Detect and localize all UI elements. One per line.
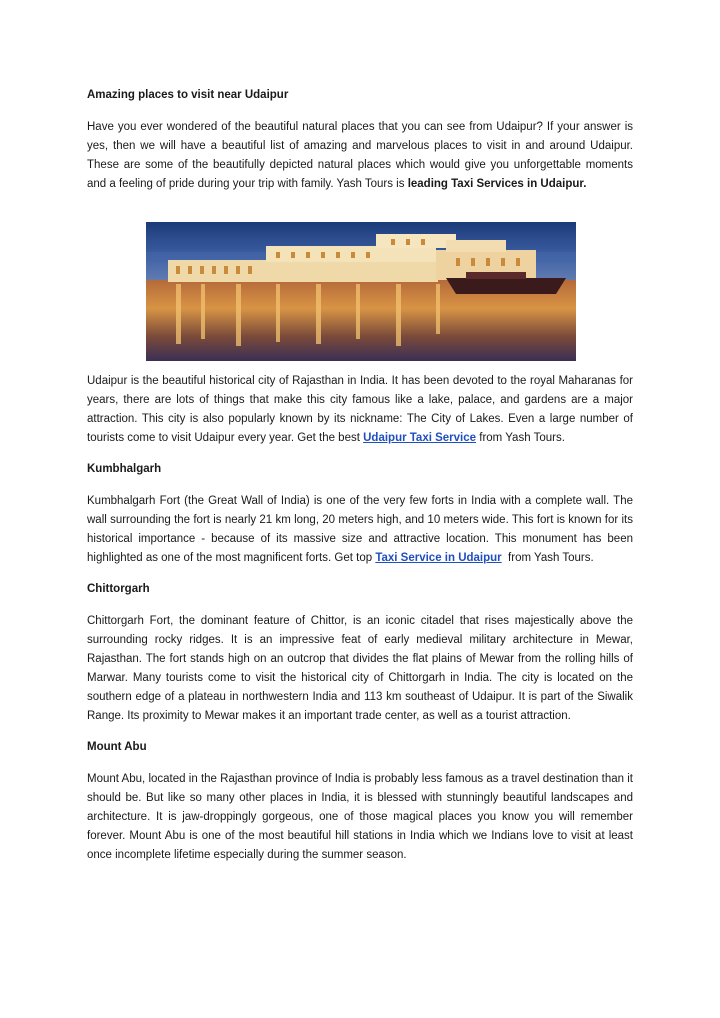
chittorgarh-paragraph: Chittorgarh Fort, the dominant feature of Chittor, is an iconic citadel that rises majestically above the surrounding rocky ridges. It is an impressive feat of early medieval military architecture in Mewar, Rajasthan. The fort stands high on an outcrop that divides the flat plains of Mewar from the rolling hills of Marwar. Many tourists come to visit the historical city of Chittorgarh in India. The city is located on the southern edge of a plateau in northwestern India and 113 km southeast of Udaipur. It is part of the Siwalik Range. Its proximity to Mewar makes it an important trade center, as well as a tourist attraction. xyxy=(87,615,633,722)
intro-paragraph xyxy=(87,118,633,194)
document-body-continued xyxy=(87,372,633,877)
kumbhalgarh-paragraph xyxy=(87,492,633,568)
intro-text: Have you ever wondered of the beautiful natural places that you can see from Udaipur? If your answer is yes, then we will have a beautiful list of amazing and marvelous places to visit in and around Udaipur. These are some of the beautifully depicted natural places which would give you unforgettable moments and a feeling of pride during your trip with family. Yash Tours is xyxy=(87,121,633,190)
udaipur-paragraph xyxy=(87,372,633,448)
mount-abu-heading: Mount Abu xyxy=(87,741,147,753)
chittorgarh-heading: Chittorgarh xyxy=(87,583,150,595)
mount-abu-paragraph: Mount Abu, located in the Rajasthan province of India is probably less famous as a travel destination than it should be. But like so many other places in India, it is blessed with stunningly beautiful landscapes and architecture. It is jaw-droppingly gorgeous, one of those magical places you know you will remember forever. Mount Abu is one of the most beautiful hill stations in India which we Indians love to visit at least once incomplete lifetime especially during the summer season. xyxy=(87,773,633,861)
udaipur-taxi-service-link[interactable]: Udaipur Taxi Service xyxy=(363,432,477,444)
kumbhalgarh-heading: Kumbhalgarh xyxy=(87,463,162,475)
document-body xyxy=(87,86,633,206)
page-title: Amazing places to visit near Udaipur xyxy=(87,89,289,101)
kumbhalgarh-after-text: from Yash Tours. xyxy=(508,552,594,564)
udaipur-text: Udaipur is the beautiful historical city of Rajasthan in India. It has been devoted to the royal Maharanas for years, there are lots of things that make this city famous like a lake, palace, and gardens are a major attraction. This city is also popularly known by its nickname: The City of Lakes. Even a large number of tourists come to visit Udaipur every year. Get the best xyxy=(87,375,633,444)
lake-palace-photo xyxy=(146,222,576,361)
udaipur-after-text: from Yash Tours. xyxy=(479,432,565,444)
kumbhalgarh-text: Kumbhalgarh Fort (the Great Wall of India) is one of the very few forts in India with a complete wall. The wall surrounding the fort is nearly 21 km long, 20 meters high, and 10 meters wide. This fort is known for its historical importance - because of its massive size and attractive location. This monument has been highlighted as one of the most magnificent forts. Get top xyxy=(87,495,633,564)
taxi-service-in-udaipur-link[interactable]: Taxi Service in Udaipur xyxy=(375,552,502,564)
intro-bold-text: leading Taxi Services in Udaipur. xyxy=(407,178,587,190)
